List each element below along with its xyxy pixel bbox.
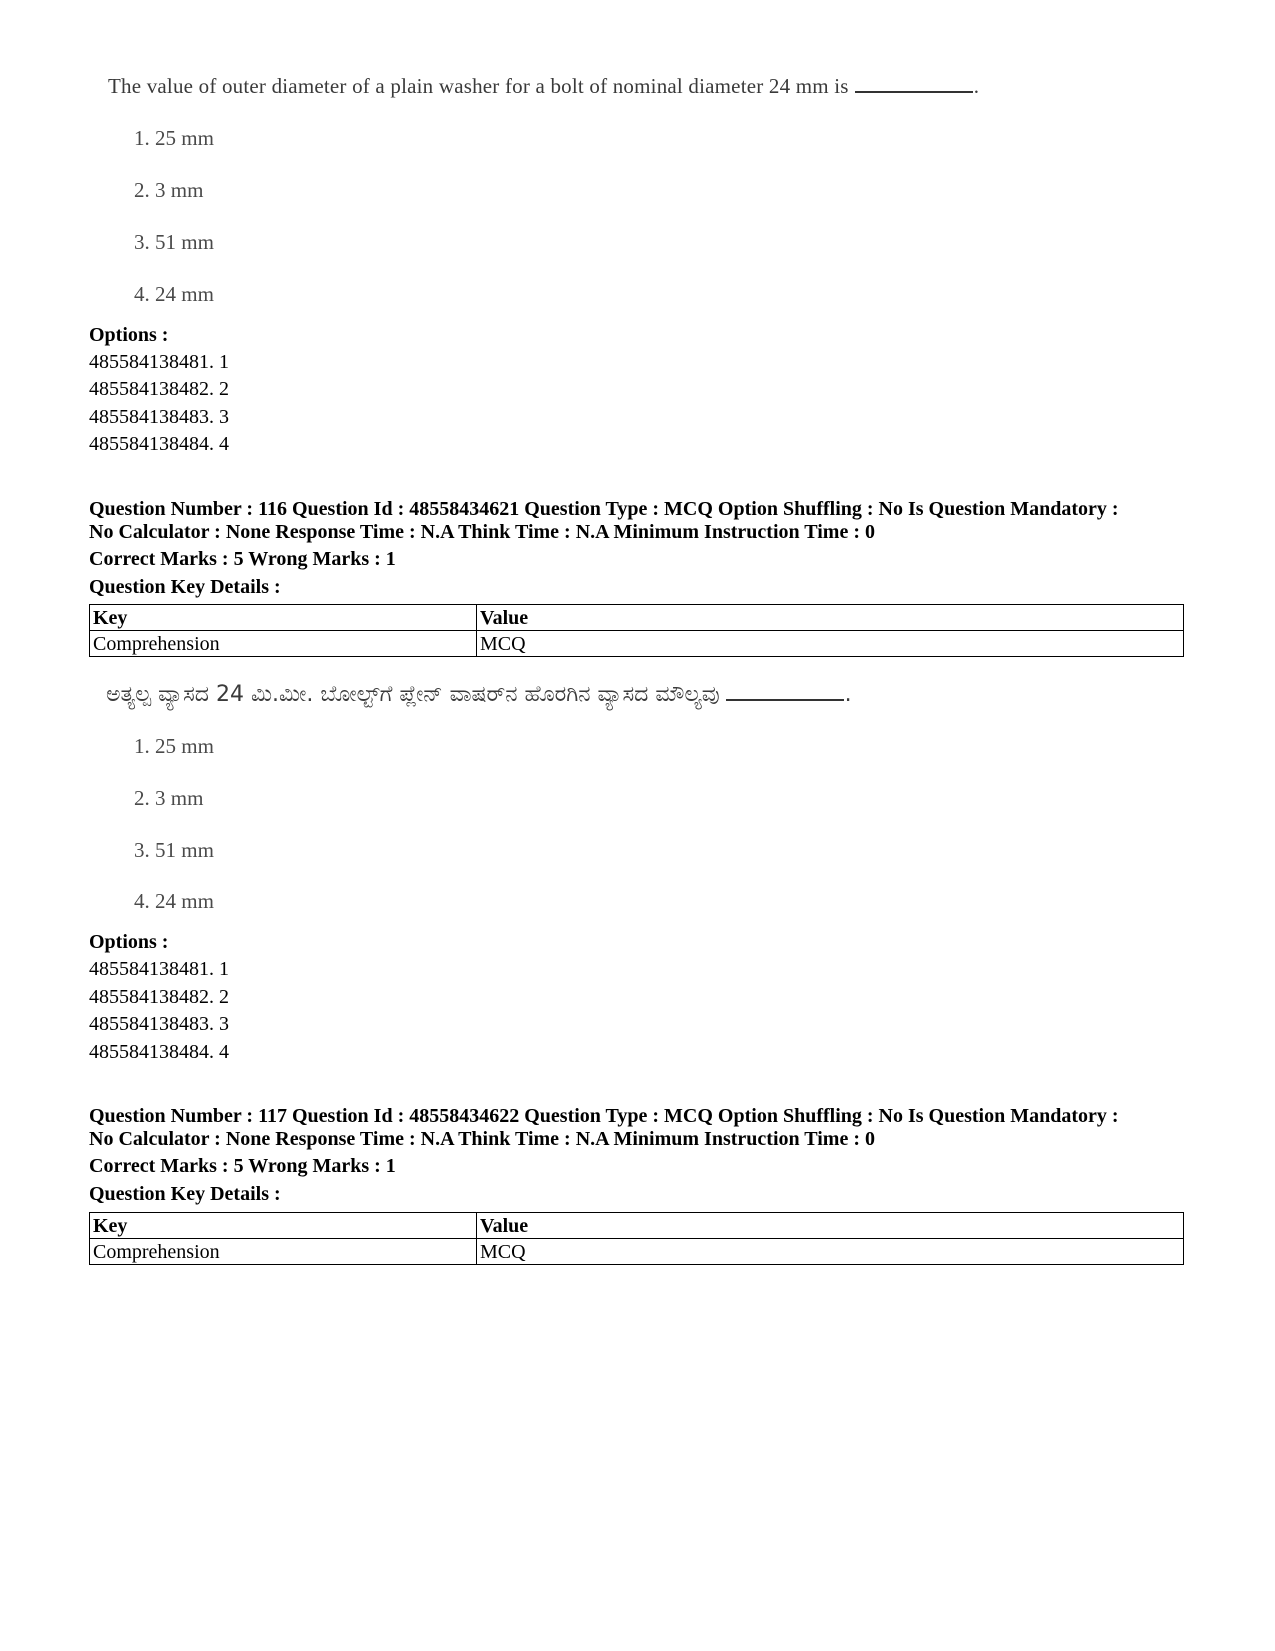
question-text: The value of outer diameter of a plain washer for a bolt of nominal diameter 24 mm is [108, 74, 849, 98]
table-header-key: Key [90, 1213, 477, 1239]
key-details-label: Question Key Details : [89, 1183, 281, 1205]
option-line: 485584138482. 2 [89, 378, 229, 400]
table-cell-key: Comprehension [90, 1239, 477, 1265]
key-details-table [89, 604, 1184, 657]
choice-3: 3. 51 mm [134, 838, 214, 862]
table-header-value: Value [477, 605, 1184, 631]
table-header-row [90, 1213, 1184, 1239]
option-line: 485584138484. 4 [89, 433, 229, 455]
table-cell-value: MCQ [477, 631, 1184, 657]
choice-1: 1. 25 mm [134, 126, 214, 150]
key-details-table [89, 1212, 1184, 1265]
answer-blank [855, 73, 973, 93]
table-row [90, 1239, 1184, 1265]
option-line: 485584138483. 3 [89, 406, 229, 428]
choice-2: 2. 3 mm [134, 178, 204, 202]
meta-line-2: No Calculator : None Response Time : N.A Think Time : N.A Minimum Instruction Time : 0 [89, 1128, 875, 1150]
key-details-label: Question Key Details : [89, 576, 281, 598]
choice-1: 1. 25 mm [134, 734, 214, 758]
table-header-row [90, 605, 1184, 631]
options-label: Options : [89, 324, 169, 346]
choice-2: 2. 3 mm [134, 786, 204, 810]
option-line: 485584138482. 2 [89, 986, 229, 1008]
choice-3: 3. 51 mm [134, 230, 214, 254]
table-cell-key: Comprehension [90, 631, 477, 657]
table-header-value: Value [477, 1213, 1184, 1239]
meta-line-1: Question Number : 117 Question Id : 48558434622 Question Type : MCQ Option Shuffling : No Is Question Mandatory : [89, 1105, 1119, 1127]
question-meta [89, 498, 1209, 544]
table-row [90, 631, 1184, 657]
choice-4: 4. 24 mm [134, 282, 214, 306]
choice-4: 4. 24 mm [134, 889, 214, 913]
option-line: 485584138483. 3 [89, 1013, 229, 1035]
options-label: Options : [89, 931, 169, 953]
meta-line-2: No Calculator : None Response Time : N.A Think Time : N.A Minimum Instruction Time : 0 [89, 521, 875, 543]
question-text-en: The value of outer diameter of a plain washer for a bolt of nominal diameter 24 mm is . [108, 74, 980, 98]
question-meta [89, 1105, 1209, 1151]
answer-blank [726, 681, 844, 701]
marks-line: Correct Marks : 5 Wrong Marks : 1 [89, 548, 396, 570]
option-line: 485584138481. 1 [89, 351, 229, 373]
table-cell-value: MCQ [477, 1239, 1184, 1265]
question-text-kn: ಅತ್ಯಲ್ಪ ವ್ಯಾಸದ 24 ಮಿ.ಮೀ. ಬೋಲ್ಟ್‌ಗೆ ಪ್ಲೇನ್ ವಾಷರ್‌ನ ಹೊರಗಿನ ವ್ಯಾಸದ ಮೌಲ್ಯವು . [106, 682, 852, 707]
option-line: 485584138481. 1 [89, 958, 229, 980]
option-line: 485584138484. 4 [89, 1041, 229, 1063]
marks-line: Correct Marks : 5 Wrong Marks : 1 [89, 1155, 396, 1177]
meta-line-1: Question Number : 116 Question Id : 48558434621 Question Type : MCQ Option Shuffling : No Is Question Mandatory : [89, 498, 1119, 520]
question-text: ಅತ್ಯಲ್ಪ ವ್ಯಾಸದ 24 ಮಿ.ಮೀ. ಬೋಲ್ಟ್‌ಗೆ ಪ್ಲೇನ್ ವಾಷರ್‌ನ ಹೊರಗಿನ ವ್ಯಾಸದ ಮೌಲ್ಯವು [106, 682, 720, 707]
table-header-key: Key [90, 605, 477, 631]
